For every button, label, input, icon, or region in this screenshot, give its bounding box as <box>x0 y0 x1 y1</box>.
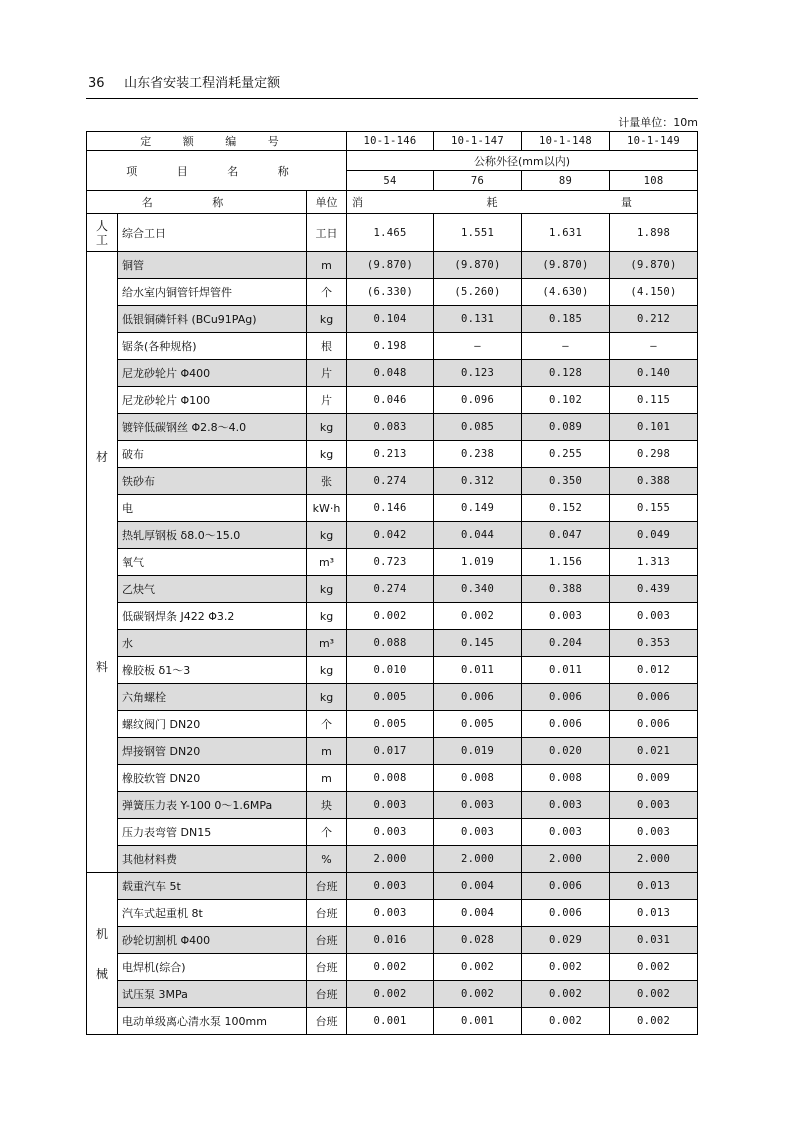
consumption-value: 0.002 <box>610 981 698 1008</box>
item-unit: 片 <box>307 387 347 414</box>
consumption-value: 0.013 <box>610 900 698 927</box>
book-title: 山东省安装工程消耗量定额 <box>124 76 281 91</box>
item-name: 铜管 <box>118 252 307 279</box>
consumption-value: 0.013 <box>610 873 698 900</box>
consumption-value: 0.004 <box>434 900 522 927</box>
consumption-value: 0.312 <box>434 468 522 495</box>
quota-code: 10-1-147 <box>434 132 522 151</box>
item-unit: kg <box>307 657 347 684</box>
table-row <box>87 900 698 927</box>
table-row <box>87 333 698 360</box>
item-unit: 工日 <box>307 214 347 252</box>
consumption-value: 0.002 <box>347 603 434 630</box>
consumption-value: 1.019 <box>434 549 522 576</box>
consumption-value: 1.551 <box>434 214 522 252</box>
consumption-value: 2.000 <box>522 846 610 873</box>
item-name: 弹簧压力表 Y-100 0～1.6MPa <box>118 792 307 819</box>
consumption-value: 0.002 <box>522 1008 610 1035</box>
consumption-value: (4.630) <box>522 279 610 306</box>
item-unit: kg <box>307 684 347 711</box>
header-rule <box>86 98 698 99</box>
consumption-value: 0.002 <box>434 981 522 1008</box>
item-name: 橡胶板 δ1～3 <box>118 657 307 684</box>
item-unit: kg <box>307 441 347 468</box>
consumption-value: 0.145 <box>434 630 522 657</box>
table-row <box>87 252 698 279</box>
quota-label: 定 额 编 号 <box>87 132 347 151</box>
item-unit: kg <box>307 306 347 333</box>
consumption-value: 0.131 <box>434 306 522 333</box>
name-column-header: 名 称 <box>87 191 307 214</box>
page-number: 36 <box>88 76 105 91</box>
consumption-value: 0.005 <box>434 711 522 738</box>
consumption-value: — <box>434 333 522 360</box>
column-header-row <box>87 191 698 214</box>
item-unit: 台班 <box>307 900 347 927</box>
table-row <box>87 387 698 414</box>
consumption-value: 0.001 <box>347 1008 434 1035</box>
consumption-value: 0.003 <box>610 603 698 630</box>
consumption-value: 0.006 <box>522 900 610 927</box>
consumption-value: 0.212 <box>610 306 698 333</box>
consumption-value: 0.085 <box>434 414 522 441</box>
consumption-value: 0.388 <box>610 468 698 495</box>
consumption-value: 0.003 <box>610 792 698 819</box>
item-name: 六角螺栓 <box>118 684 307 711</box>
consumption-value: 0.102 <box>522 387 610 414</box>
item-unit: 根 <box>307 333 347 360</box>
item-unit: kg <box>307 414 347 441</box>
consumption-value: (6.330) <box>347 279 434 306</box>
item-name: 乙炔气 <box>118 576 307 603</box>
item-name: 尼龙砂轮片 Φ100 <box>118 387 307 414</box>
unit-note: 计量单位：10m <box>618 116 698 129</box>
consumption-value: 0.049 <box>610 522 698 549</box>
item-name: 氧气 <box>118 549 307 576</box>
consumption-column-header: 消 耗 量 <box>347 191 698 214</box>
consumption-value: 0.042 <box>347 522 434 549</box>
consumption-value: 0.002 <box>610 954 698 981</box>
consumption-value: (9.870) <box>347 252 434 279</box>
consumption-value: 0.008 <box>347 765 434 792</box>
table-row <box>87 738 698 765</box>
item-name: 电焊机(综合) <box>118 954 307 981</box>
item-unit: 台班 <box>307 981 347 1008</box>
table-row <box>87 1008 698 1035</box>
param-label: 公称外径(mm以内) <box>347 151 698 171</box>
table-row <box>87 657 698 684</box>
consumption-value: 0.101 <box>610 414 698 441</box>
item-name: 焊接钢管 DN20 <box>118 738 307 765</box>
consumption-value: 0.020 <box>522 738 610 765</box>
item-name: 螺纹阀门 DN20 <box>118 711 307 738</box>
quota-code: 10-1-149 <box>610 132 698 151</box>
consumption-value: 0.002 <box>522 981 610 1008</box>
consumption-value: 0.011 <box>434 657 522 684</box>
item-unit: 片 <box>307 360 347 387</box>
consumption-value: 0.002 <box>434 954 522 981</box>
item-name: 镀锌低碳钢丝 Φ2.8～4.0 <box>118 414 307 441</box>
consumption-value: 1.898 <box>610 214 698 252</box>
table-row <box>87 819 698 846</box>
consumption-value: 0.185 <box>522 306 610 333</box>
item-name: 热轧厚钢板 δ8.0～15.0 <box>118 522 307 549</box>
table-row <box>87 214 698 252</box>
item-unit: 个 <box>307 279 347 306</box>
consumption-value: 0.048 <box>347 360 434 387</box>
consumption-value: 0.274 <box>347 576 434 603</box>
item-unit: m³ <box>307 549 347 576</box>
param-value: 54 <box>347 171 434 191</box>
table-row <box>87 711 698 738</box>
consumption-value: 0.204 <box>522 630 610 657</box>
table-row <box>87 306 698 333</box>
item-unit: m <box>307 252 347 279</box>
item-name: 尼龙砂轮片 Φ400 <box>118 360 307 387</box>
consumption-value: 0.003 <box>522 819 610 846</box>
consumption-value: (9.870) <box>434 252 522 279</box>
consumption-value: (4.150) <box>610 279 698 306</box>
consumption-value: 0.008 <box>434 765 522 792</box>
consumption-value: 0.198 <box>347 333 434 360</box>
item-name: 砂轮切割机 Φ400 <box>118 927 307 954</box>
consumption-value: 0.029 <box>522 927 610 954</box>
consumption-value: 0.115 <box>610 387 698 414</box>
consumption-value: 0.003 <box>522 792 610 819</box>
consumption-value: 0.003 <box>347 819 434 846</box>
consumption-value: 0.016 <box>347 927 434 954</box>
consumption-value: 0.439 <box>610 576 698 603</box>
item-name: 给水室内铜管钎焊管件 <box>118 279 307 306</box>
table-row <box>87 360 698 387</box>
table-row <box>87 792 698 819</box>
consumption-value: 0.003 <box>347 900 434 927</box>
consumption-value: (9.870) <box>610 252 698 279</box>
table-row <box>87 684 698 711</box>
item-unit: kg <box>307 522 347 549</box>
consumption-value: 0.003 <box>347 873 434 900</box>
consumption-value: 0.005 <box>347 711 434 738</box>
quota-code-row <box>87 132 698 151</box>
consumption-value: 2.000 <box>610 846 698 873</box>
consumption-value: 0.028 <box>434 927 522 954</box>
consumption-value: 0.011 <box>522 657 610 684</box>
table-row <box>87 495 698 522</box>
consumption-value: 0.123 <box>434 360 522 387</box>
page-header <box>88 72 280 91</box>
table-row <box>87 846 698 873</box>
item-unit: 个 <box>307 711 347 738</box>
item-unit: m <box>307 738 347 765</box>
unit-column-header: 单位 <box>307 191 347 214</box>
consumption-value: 1.465 <box>347 214 434 252</box>
item-unit: % <box>307 846 347 873</box>
consumption-value: 0.003 <box>434 819 522 846</box>
table-row <box>87 927 698 954</box>
table-row <box>87 576 698 603</box>
consumption-value: 0.002 <box>522 954 610 981</box>
consumption-value: 0.010 <box>347 657 434 684</box>
consumption-value: — <box>522 333 610 360</box>
consumption-value: 0.001 <box>434 1008 522 1035</box>
consumption-value: 0.089 <box>522 414 610 441</box>
consumption-value: 0.274 <box>347 468 434 495</box>
consumption-value: 0.006 <box>610 711 698 738</box>
item-unit: kW·h <box>307 495 347 522</box>
consumption-value: — <box>610 333 698 360</box>
consumption-value: 0.298 <box>610 441 698 468</box>
param-value: 76 <box>434 171 522 191</box>
consumption-value: 0.238 <box>434 441 522 468</box>
consumption-value: 0.006 <box>434 684 522 711</box>
consumption-value: 0.003 <box>522 603 610 630</box>
quota-code: 10-1-148 <box>522 132 610 151</box>
param-label-row <box>87 151 698 171</box>
consumption-value: 0.350 <box>522 468 610 495</box>
consumption-value: 0.019 <box>434 738 522 765</box>
table-row <box>87 630 698 657</box>
consumption-value: 0.006 <box>522 684 610 711</box>
consumption-value: 0.723 <box>347 549 434 576</box>
item-name: 铁砂布 <box>118 468 307 495</box>
quota-table <box>86 131 698 1035</box>
consumption-value: 0.006 <box>522 873 610 900</box>
quota-code: 10-1-146 <box>347 132 434 151</box>
table-row <box>87 549 698 576</box>
item-unit: 块 <box>307 792 347 819</box>
item-name: 破布 <box>118 441 307 468</box>
consumption-value: 0.213 <box>347 441 434 468</box>
item-name: 电动单级离心清水泵 100mm <box>118 1008 307 1035</box>
consumption-value: (9.870) <box>522 252 610 279</box>
item-name: 低碳钢焊条 J422 Φ3.2 <box>118 603 307 630</box>
item-unit: m <box>307 765 347 792</box>
item-unit: 台班 <box>307 1008 347 1035</box>
consumption-value: 0.006 <box>522 711 610 738</box>
item-name: 水 <box>118 630 307 657</box>
table-row <box>87 441 698 468</box>
item-unit: 台班 <box>307 954 347 981</box>
table-row <box>87 765 698 792</box>
item-name: 低银铜磷钎料 (BCu91PAg) <box>118 306 307 333</box>
item-name: 其他材料费 <box>118 846 307 873</box>
category-cell: 人工 <box>87 214 118 252</box>
consumption-value: 0.083 <box>347 414 434 441</box>
consumption-value: 0.146 <box>347 495 434 522</box>
table-row <box>87 279 698 306</box>
item-unit: 台班 <box>307 927 347 954</box>
item-unit: kg <box>307 603 347 630</box>
param-value: 89 <box>522 171 610 191</box>
item-name: 汽车式起重机 8t <box>118 900 307 927</box>
consumption-value: 0.002 <box>347 981 434 1008</box>
item-name: 电 <box>118 495 307 522</box>
item-name: 试压泵 3MPa <box>118 981 307 1008</box>
item-unit: 台班 <box>307 873 347 900</box>
table-row <box>87 954 698 981</box>
item-unit: m³ <box>307 630 347 657</box>
consumption-value: (5.260) <box>434 279 522 306</box>
consumption-value: 0.002 <box>347 954 434 981</box>
table-row <box>87 603 698 630</box>
consumption-value: 0.088 <box>347 630 434 657</box>
consumption-value: 1.156 <box>522 549 610 576</box>
consumption-value: 0.152 <box>522 495 610 522</box>
consumption-value: 0.017 <box>347 738 434 765</box>
consumption-value: 0.353 <box>610 630 698 657</box>
param-value: 108 <box>610 171 698 191</box>
consumption-value: 0.388 <box>522 576 610 603</box>
consumption-value: 0.003 <box>347 792 434 819</box>
table-row <box>87 414 698 441</box>
consumption-value: 2.000 <box>347 846 434 873</box>
consumption-value: 0.021 <box>610 738 698 765</box>
item-unit: 个 <box>307 819 347 846</box>
consumption-value: 0.128 <box>522 360 610 387</box>
item-name: 综合工日 <box>118 214 307 252</box>
consumption-value: 0.004 <box>434 873 522 900</box>
item-name: 锯条(各种规格) <box>118 333 307 360</box>
table-row <box>87 981 698 1008</box>
consumption-value: 1.313 <box>610 549 698 576</box>
item-name: 橡胶软管 DN20 <box>118 765 307 792</box>
consumption-value: 0.046 <box>347 387 434 414</box>
consumption-value: 0.149 <box>434 495 522 522</box>
consumption-value: 0.047 <box>522 522 610 549</box>
category-cell: 材 料 <box>87 252 118 873</box>
consumption-value: 0.003 <box>434 792 522 819</box>
consumption-value: 0.096 <box>434 387 522 414</box>
consumption-value: 2.000 <box>434 846 522 873</box>
consumption-value: 0.005 <box>347 684 434 711</box>
table-row <box>87 873 698 900</box>
consumption-value: 0.255 <box>522 441 610 468</box>
consumption-value: 0.003 <box>610 819 698 846</box>
consumption-value: 0.044 <box>434 522 522 549</box>
table-row <box>87 468 698 495</box>
table-row <box>87 522 698 549</box>
consumption-value: 0.340 <box>434 576 522 603</box>
item-unit: kg <box>307 576 347 603</box>
consumption-value: 0.006 <box>610 684 698 711</box>
consumption-value: 0.012 <box>610 657 698 684</box>
category-cell: 机 械 <box>87 873 118 1035</box>
consumption-value: 0.008 <box>522 765 610 792</box>
item-unit: 张 <box>307 468 347 495</box>
consumption-value: 0.140 <box>610 360 698 387</box>
consumption-value: 0.002 <box>610 1008 698 1035</box>
consumption-value: 0.002 <box>434 603 522 630</box>
consumption-value: 0.155 <box>610 495 698 522</box>
consumption-value: 0.031 <box>610 927 698 954</box>
item-name: 载重汽车 5t <box>118 873 307 900</box>
item-label: 项 目 名 称 <box>87 151 347 191</box>
consumption-value: 0.104 <box>347 306 434 333</box>
consumption-value: 0.009 <box>610 765 698 792</box>
item-name: 压力表弯管 DN15 <box>118 819 307 846</box>
consumption-value: 1.631 <box>522 214 610 252</box>
